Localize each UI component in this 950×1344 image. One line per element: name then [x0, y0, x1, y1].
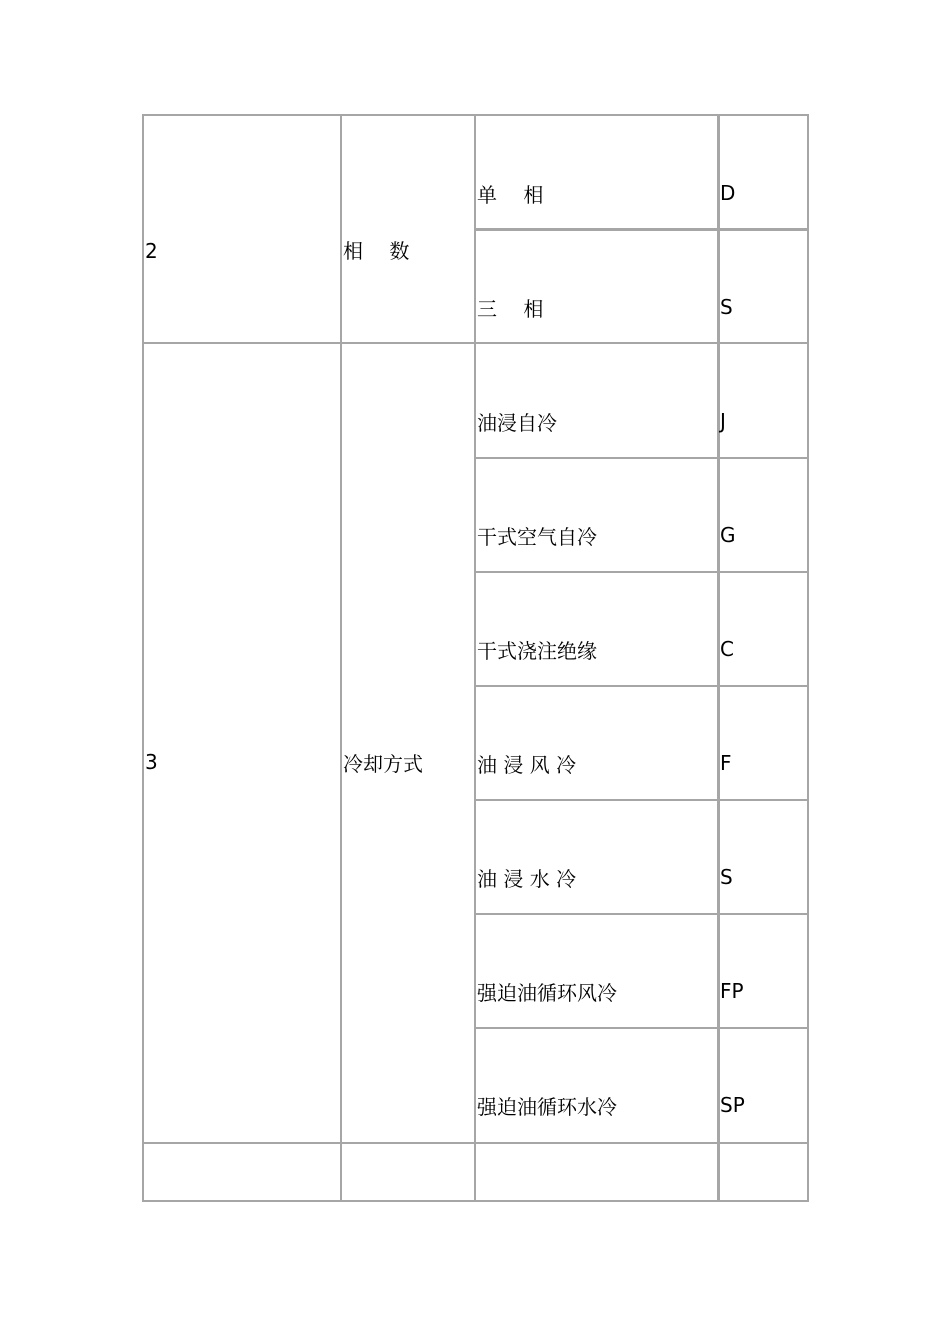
row-number-cell: [142, 342, 342, 1144]
item-name-cell: [474, 913, 720, 1029]
item-code-cell: [717, 571, 809, 687]
item-code: S: [720, 865, 733, 889]
item-name: 强迫油循环水冷: [477, 1095, 617, 1119]
row-number: 2: [145, 239, 158, 263]
empty-cell: [717, 1142, 809, 1202]
empty-cell: [340, 1142, 476, 1202]
item-name-cell: [474, 799, 720, 915]
item-name-cell: [474, 1027, 720, 1144]
item-code-cell: [717, 799, 809, 915]
item-name: 强迫油循环风冷: [477, 981, 617, 1005]
item-code: SP: [720, 1093, 745, 1117]
category-label: 冷却方式: [343, 752, 423, 776]
item-name-cell: [474, 228, 720, 344]
empty-cell: [142, 1142, 342, 1202]
category-label: 相 数: [343, 239, 410, 263]
item-code: C: [720, 637, 734, 661]
item-code: F: [720, 751, 732, 775]
item-code: S: [720, 295, 733, 319]
item-name: 干式浇注绝缘: [477, 639, 597, 663]
row-number: 3: [145, 750, 158, 774]
item-code: FP: [720, 979, 744, 1003]
item-name: 干式空气自冷: [477, 525, 597, 549]
item-name-cell: [474, 457, 720, 573]
item-code-cell: [717, 114, 809, 231]
item-name: 油浸自冷: [477, 411, 557, 435]
item-code-cell: [717, 342, 809, 459]
item-code: D: [720, 181, 736, 205]
item-name: 单 相: [477, 183, 544, 207]
item-name: 三 相: [477, 297, 544, 321]
item-code-cell: [717, 457, 809, 573]
item-name-cell: [474, 685, 720, 801]
item-name-cell: [474, 114, 720, 231]
item-code-cell: [717, 228, 809, 344]
category-cell: [340, 342, 476, 1144]
empty-cell: [474, 1142, 720, 1202]
item-name-cell: [474, 342, 720, 459]
item-code: G: [720, 523, 736, 547]
row-number-cell: [142, 114, 342, 344]
item-name: 油 浸 风 冷: [477, 753, 577, 777]
category-cell: [340, 114, 476, 344]
item-name-cell: [474, 571, 720, 687]
item-code: J: [720, 409, 726, 433]
item-code-cell: [717, 1027, 809, 1144]
item-code-cell: [717, 913, 809, 1029]
item-code-cell: [717, 685, 809, 801]
item-name: 油 浸 水 冷: [477, 867, 577, 891]
